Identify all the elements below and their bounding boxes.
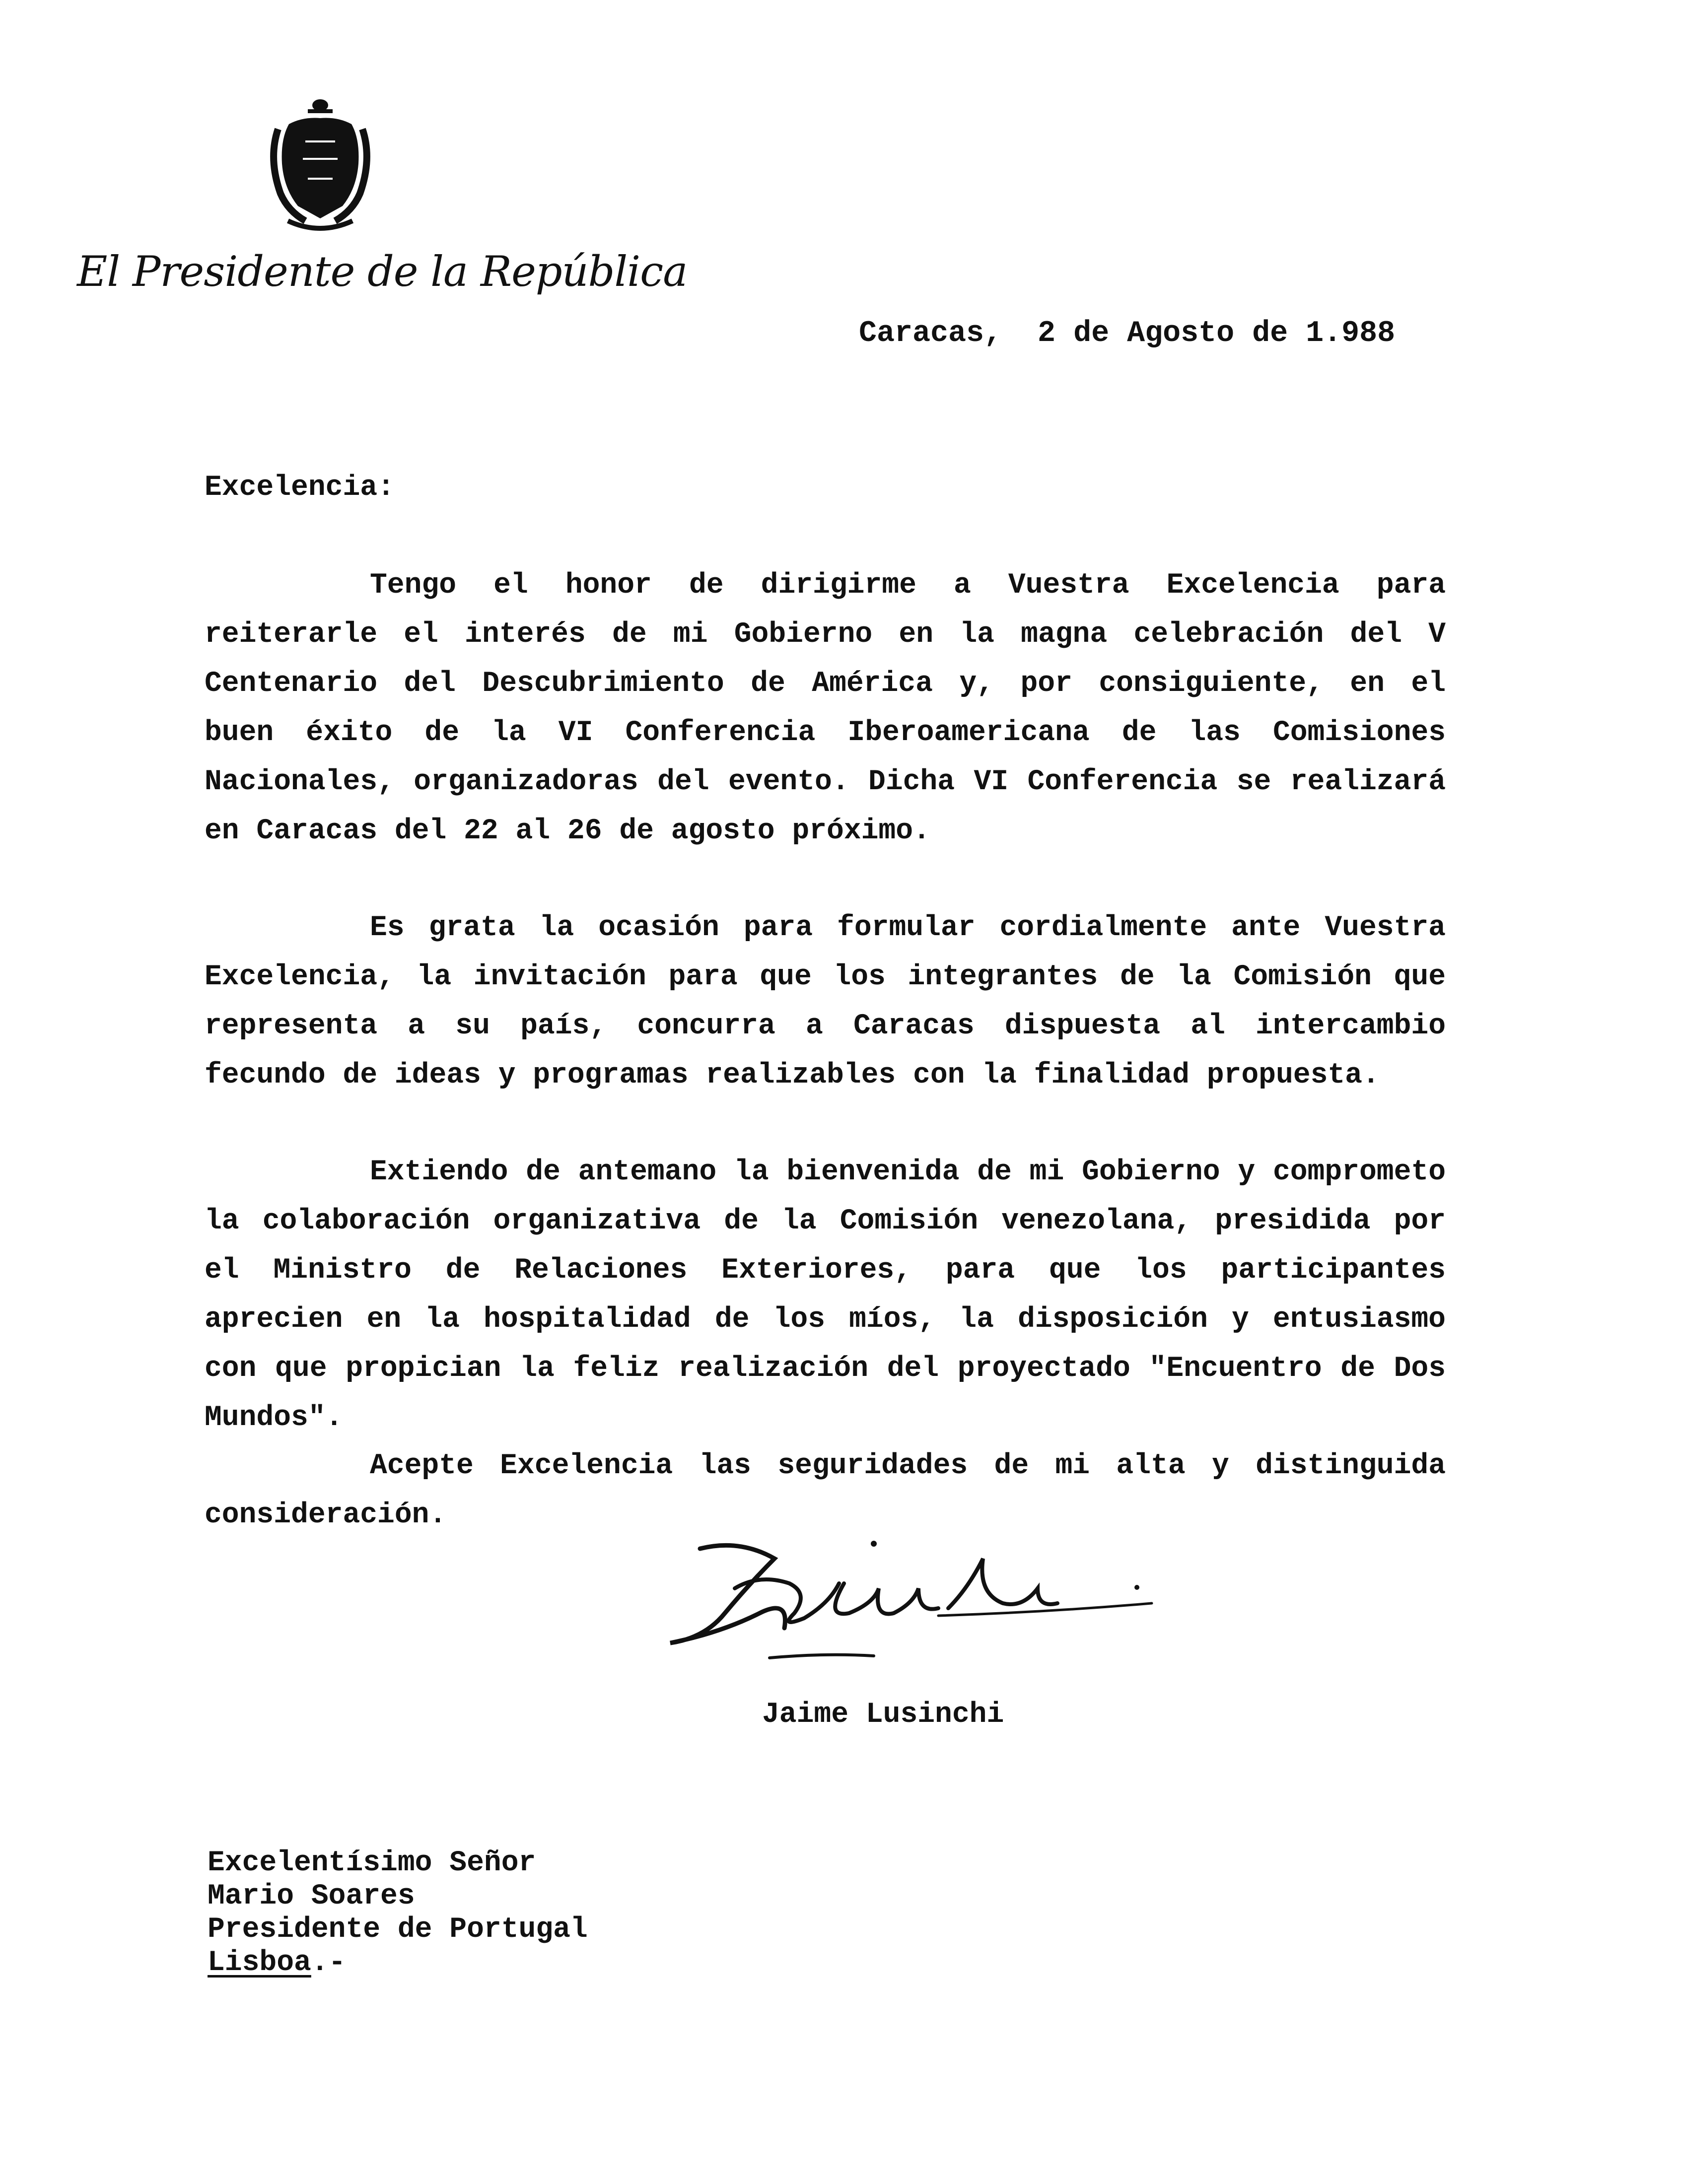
addressee-position: Presidente de Portugal	[208, 1913, 588, 1946]
signer-name: Jaime Lusinchi	[762, 1699, 1004, 1731]
coat-of-arms-icon	[258, 94, 382, 233]
addressee-city-line	[208, 1946, 588, 1979]
addressee-city: Lisboa	[208, 1947, 311, 1979]
letter-date: Caracas, 2 de Agosto de 1.988	[859, 317, 1396, 350]
addressee-title: Excelentísimo Señor	[208, 1847, 536, 1879]
addressee-city-suffix: .-	[311, 1947, 346, 1979]
body-paragraph-1	[205, 561, 1446, 856]
salutation: Excelencia:	[205, 472, 395, 504]
addressee-block	[208, 1846, 588, 1979]
handwritten-signature-icon	[660, 1529, 1167, 1683]
paragraph-text: Extiendo de antemano la bienvenida de mi Gobierno y comprometo la colaboración organizativa de la Comisión venezolana, presidida por el Ministro de Relaciones Exteriores, para que los participantes aprecien en la hospitalidad de los míos, la disposición y entusiasmo con que propician la feliz realización del proyectado "Encuentro de Dos Mundos".	[205, 1156, 1446, 1434]
paragraph-text: Acepte Excelencia las seguridades de mi alta y distinguida consideración.	[205, 1450, 1446, 1531]
body-paragraph-3	[205, 1148, 1446, 1442]
paragraph-text: Es grata la ocasión para formular cordialmente ante Vuestra Excelencia, la invitación para que los integrantes de la Comisión que representa a su país, concurra a Caracas dispuesta al intercambio fecundo de ideas y programas realizables con la finalidad propuesta.	[205, 912, 1446, 1092]
body-paragraph-2	[205, 903, 1446, 1100]
paragraph-text: Tengo el honor de dirigirme a Vuestra Excelencia para reiterarle el interés de mi Gobierno en la magna celebración del V Centenario del Descubrimiento de América y, por consiguiente, en el buen éxito de la VI Conferencia Iberoamericana de las Comisiones Nacionales, organizadoras del evento. Dicha VI Conferencia se realizará en Caracas del 22 al 26 de agosto próximo.	[205, 569, 1446, 847]
letterhead-title: El Presidente de la República	[77, 247, 688, 296]
body-paragraph-4	[205, 1441, 1446, 1540]
addressee-name: Mario Soares	[208, 1880, 415, 1912]
